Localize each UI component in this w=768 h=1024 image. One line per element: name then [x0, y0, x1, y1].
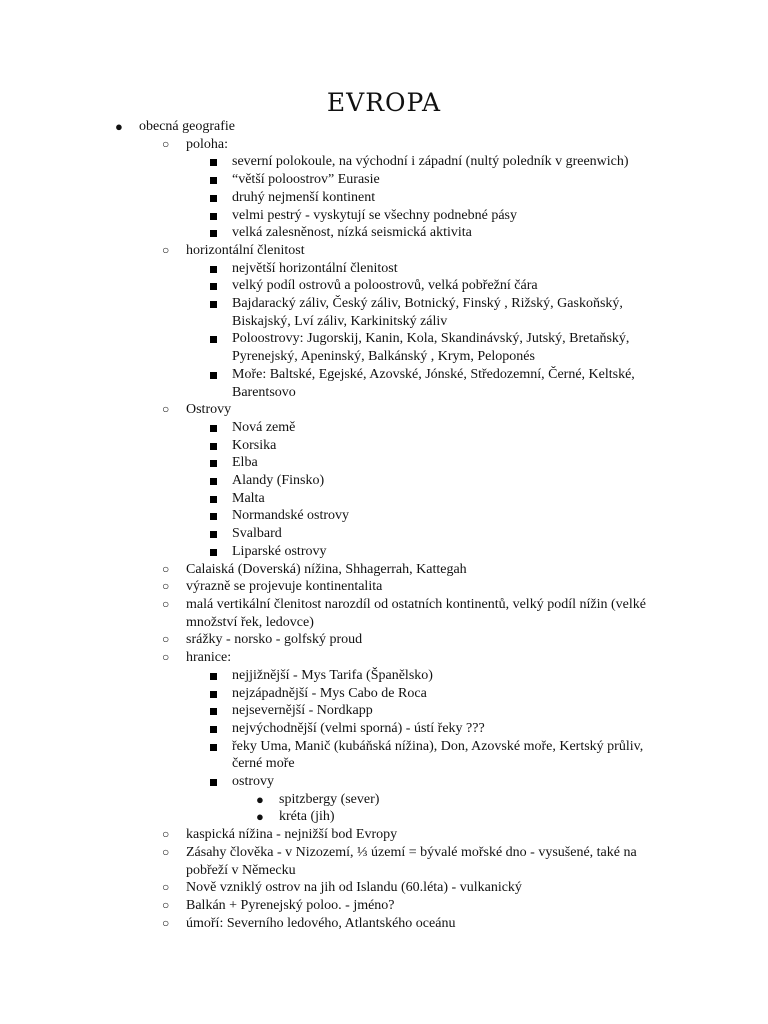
list-item-text: hranice: — [186, 650, 232, 666]
list-item-text: Malta — [232, 490, 265, 506]
bullet-circle-icon: ○ — [162, 579, 170, 594]
list-item — [0, 242, 768, 401]
bullet-square-icon — [210, 744, 217, 751]
list-item-text: Normandské ostrovy — [232, 508, 350, 524]
bullet-square-icon — [210, 425, 217, 432]
bullet-square-icon — [210, 443, 217, 450]
bullet-square-icon — [210, 673, 217, 680]
list-item — [0, 277, 768, 295]
bullet-square-icon — [210, 213, 217, 220]
list-item — [0, 791, 768, 809]
list-item — [0, 490, 768, 508]
list-item-text: kaspická nížina - nejnižší bod Evropy — [186, 827, 398, 843]
list-item-text: Alandy (Finsko) — [232, 473, 325, 489]
list-item — [0, 685, 768, 703]
list-item — [0, 171, 768, 189]
bullet-square-icon — [210, 779, 217, 786]
list-item-text: poloha: — [186, 136, 228, 152]
list-item-text: největší horizontální členitost — [232, 260, 398, 276]
list-item — [0, 543, 768, 561]
bullet-square-icon — [210, 513, 217, 520]
page-title: EVROPA — [326, 88, 442, 117]
list-item-text: velký podíl ostrovů a poloostrovů, velká pobřežní čára — [232, 278, 538, 294]
bullet-circle-icon: ○ — [162, 596, 170, 611]
list-item — [0, 720, 768, 738]
list-item — [0, 401, 768, 560]
list-item-text: Nová země — [232, 419, 296, 435]
list-item — [0, 118, 768, 932]
list-item-text: Ostrovy — [186, 402, 232, 418]
bullet-square-icon — [210, 691, 217, 698]
list-item — [0, 472, 768, 490]
list-item — [0, 773, 768, 826]
outline-level-3 — [186, 260, 768, 402]
outline-level-1 — [0, 118, 768, 932]
bullet-circle-icon: ○ — [162, 880, 170, 895]
list-item-text: Zásahy člověka - v Nizozemí, ⅓ území = bývalé mořské dno - vysušené, také na pobřeží v Německu — [186, 844, 637, 878]
list-item-text: ostrovy — [232, 774, 274, 790]
list-item — [0, 419, 768, 437]
bullet-square-icon — [210, 531, 217, 538]
list-item — [0, 295, 768, 330]
list-item-text: Bajdaracký záliv, Český záliv, Botnický, Finský , Rižský, Gaskoňský, Biskajský, Lví záliv, Karkinitský záliv — [232, 296, 623, 329]
list-item-text: Nově vzniklý ostrov na jih od Islandu (60.léta) - vulkanický — [186, 880, 522, 896]
bullet-square-icon — [210, 301, 217, 308]
list-item — [0, 525, 768, 543]
bullet-circle-icon: ○ — [162, 827, 170, 842]
bullet-circle-icon: ○ — [162, 897, 170, 912]
bullet-circle-icon: ○ — [162, 844, 170, 859]
list-item-text: výrazně se projevuje kontinentalita — [186, 579, 383, 595]
bullet-circle-icon: ○ — [162, 242, 170, 257]
list-item — [0, 578, 768, 596]
list-item-text: úmoří: Severního ledového, Atlantského oceánu — [186, 915, 456, 931]
bullet-square-icon — [210, 266, 217, 273]
outline — [0, 118, 768, 932]
list-item — [0, 879, 768, 897]
bullet-circle-icon: ○ — [162, 402, 170, 417]
list-item-text: Poloostrovy: Jugorskij, Kanin, Kola, Skandinávský, Jutský, Bretaňský, Pyrenejský, Apeninský, Balkánský , Krym, Peloponés — [232, 331, 630, 365]
bullet-square-icon — [210, 708, 217, 715]
bullet-circle-icon: ○ — [162, 632, 170, 647]
bullet-square-icon — [210, 726, 217, 733]
bullet-square-icon — [210, 460, 217, 467]
bullet-square-icon — [210, 230, 217, 237]
list-item — [0, 224, 768, 242]
list-item — [0, 702, 768, 720]
list-item-text: horizontální členitost — [186, 242, 305, 258]
list-item — [0, 897, 768, 915]
bullet-disc-icon: ● — [256, 791, 264, 807]
bullet-circle-icon: ○ — [162, 915, 170, 930]
list-item-text: nejjižnější - Mys Tarifa (Španělsko) — [232, 667, 433, 683]
bullet-square-icon — [210, 177, 217, 184]
list-item-text: spitzbergy (sever) — [279, 791, 380, 807]
bullet-circle-icon: ○ — [162, 650, 170, 665]
bullet-square-icon — [210, 336, 217, 343]
list-item-text: “větší poloostrov” Eurasie — [232, 172, 380, 188]
list-item-text: Korsika — [232, 437, 277, 453]
bullet-square-icon — [210, 159, 217, 166]
bullet-square-icon — [210, 195, 217, 202]
list-item — [0, 507, 768, 525]
list-item-text: malá vertikální členitost narozdíl od ostatních kontinentů, velký podíl nížin (velké množství řek, ledovce) — [186, 596, 646, 630]
list-item — [0, 915, 768, 933]
bullet-square-icon — [210, 283, 217, 290]
list-item-text: druhý nejmenší kontinent — [232, 189, 376, 205]
list-item — [0, 649, 768, 826]
list-item — [0, 454, 768, 472]
list-item-text: Moře: Baltské, Egejské, Azovské, Jónské, Středozemní, Černé, Keltské, Barentsovo — [232, 366, 635, 400]
list-item-text: Calaiská (Doverská) nížina, Shhagerrah, Kattegah — [186, 561, 467, 577]
list-item — [0, 596, 768, 631]
bullet-square-icon — [210, 478, 217, 485]
outline-level-2 — [139, 136, 768, 933]
list-item — [0, 153, 768, 171]
bullet-square-icon — [210, 496, 217, 503]
list-item — [0, 826, 768, 844]
outline-level-3 — [186, 667, 768, 826]
list-item-text: severní polokoule, na východní i západní (nultý poledník v greenwich) — [232, 154, 629, 170]
list-item — [0, 738, 768, 773]
list-item — [0, 631, 768, 649]
list-item — [0, 189, 768, 207]
list-item — [0, 667, 768, 685]
list-item-text: Balkán + Pyrenejský poloo. - jméno? — [186, 897, 395, 913]
list-item-text: velká zalesněnost, nízká seismická aktivita — [232, 225, 472, 241]
list-item-text: Elba — [232, 455, 258, 471]
list-item — [0, 366, 768, 401]
list-item-text: Svalbard — [232, 526, 282, 542]
list-item — [0, 561, 768, 579]
list-item — [0, 136, 768, 242]
list-item — [0, 437, 768, 455]
bullet-square-icon — [210, 372, 217, 379]
list-item-text: obecná geografie — [139, 119, 235, 134]
list-item — [0, 207, 768, 225]
list-item-text: nejzápadnější - Mys Cabo de Roca — [232, 685, 427, 701]
list-item-text: nejvýchodnější (velmi sporná) - ústí řeky ??? — [232, 720, 485, 736]
list-item — [0, 260, 768, 278]
list-item — [0, 844, 768, 879]
list-item — [0, 330, 768, 365]
list-item-text: velmi pestrý - vyskytují se všechny podnebné pásy — [232, 207, 518, 223]
list-item-text: kréta (jih) — [279, 809, 335, 825]
outline-level-3 — [186, 419, 768, 561]
bullet-disc-icon: ● — [256, 809, 264, 825]
list-item-text: srážky - norsko - golfský proud — [186, 632, 363, 648]
bullet-disc-icon: ● — [115, 119, 123, 134]
list-item-text: Liparské ostrovy — [232, 543, 327, 559]
outline-level-3 — [186, 153, 768, 242]
outline-level-4 — [232, 791, 768, 826]
list-item — [0, 808, 768, 826]
bullet-square-icon — [210, 549, 217, 556]
bullet-circle-icon: ○ — [162, 136, 170, 151]
bullet-circle-icon: ○ — [162, 561, 170, 576]
list-item-text: nejsevernější - Nordkapp — [232, 703, 373, 719]
list-item-text: řeky Uma, Manič (kubáňská nížina), Don, Azovské moře, Kertský průliv, černé moře — [232, 738, 644, 772]
